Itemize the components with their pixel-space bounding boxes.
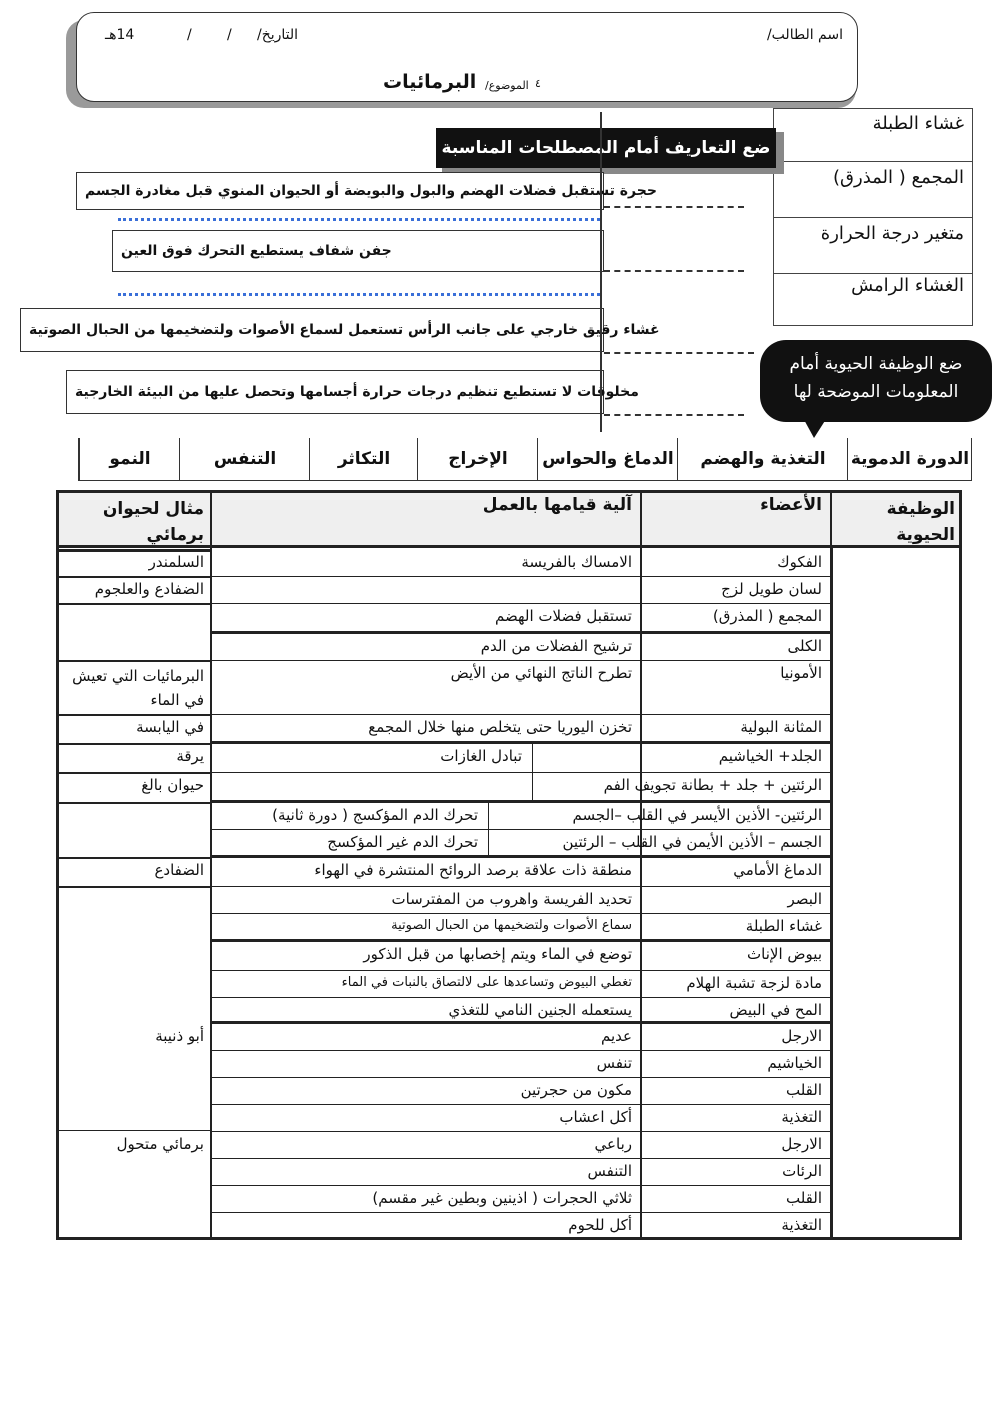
example-cell-rule (56, 660, 210, 662)
row-rule (210, 1104, 830, 1105)
table-cell-organ: لسان طويل لزج (721, 580, 822, 598)
sub-column-rule (488, 802, 489, 857)
header-column-rule (210, 490, 212, 545)
row-rule (210, 1131, 830, 1132)
table-cell-example: البرمائيات التي تعيش في الماء (72, 667, 204, 709)
row-rule (210, 913, 830, 914)
table-cell-example: الضفادع (154, 861, 204, 879)
header-mechanism: آلية قيامها بالعمل (482, 495, 632, 515)
table-cell-example: أبو ذنيبة (155, 1027, 204, 1045)
mechanism-column-rule (210, 545, 212, 1237)
header-example: مثال لحيوان برمائي (102, 499, 204, 545)
table-cell-organ: المجمع ( المذرق) (712, 607, 822, 625)
example-cell-rule (56, 772, 210, 774)
group-rule (210, 939, 830, 942)
row-rule (210, 1050, 830, 1051)
table-cell-organ: غشاء الطبلة (745, 917, 822, 935)
term-label: الغشاء الرامش (851, 275, 964, 296)
organs-column-rule (640, 545, 642, 1237)
table-cell-organ: الرئات (782, 1162, 822, 1180)
table-cell-mechanism: ترشيح الفضلات من الدم (480, 637, 632, 655)
definition-text: حجرة تستقبل فضلات الهضم والبول والبويضة أو الحيوان المنوي قبل مغادرة الجسم (85, 183, 657, 199)
table-cell-mechanism: توضع في الماء ويتم إخصابها من قبل الذكور (363, 945, 632, 963)
table-cell-mechanism: تنفس (596, 1054, 632, 1072)
date-label: التاريخ/ (257, 27, 299, 43)
table-cell-organ: الرئتين- الأذين الأيسر في القلب –الجسم (572, 806, 822, 824)
definition-text: غشاء رقيق خارجي على جانب الرأس تستعمل لسماع الأصوات ولتضخيمها من الحبال الصوتية (29, 322, 660, 338)
table-cell-mechanism: تحرك الدم المؤكسج ( دورة ثانية) (272, 806, 478, 824)
instruction-banner: ضع التعاريف أمام المصطلحات المناسبة (436, 128, 776, 168)
table-cell-example: في اليابسة (136, 718, 204, 736)
row-rule (210, 886, 830, 887)
table-cell-organ: الكلى (787, 637, 822, 655)
group-rule (210, 631, 830, 634)
table-cell-mechanism: تخزن اليوريا حتى يتخلص منها خلال المجمع (368, 718, 632, 736)
table-cell-organ: الدماغ الأمامي (733, 861, 822, 879)
row-rule (210, 660, 830, 661)
table-cell-example: حيوان بالغ (141, 776, 204, 794)
example-cell-rule (56, 802, 210, 804)
function-option: التنفس (179, 438, 310, 480)
topic-number: ٤ (535, 77, 541, 90)
term-label: غشاء الطبلة (872, 113, 964, 134)
topic-label: الموضوع/ (485, 79, 529, 92)
row-rule (210, 576, 830, 577)
header-organs: الأعضاء (760, 495, 822, 515)
table-cell-organ: الرئتين + جلد + بطانة تجويف الفم (603, 776, 822, 794)
function-column-rule (830, 545, 833, 1237)
table-cell-organ: الأمونيا (780, 664, 822, 682)
table-cell-mechanism: تحديد الفريسة واهروب من المفترسات (391, 890, 632, 908)
date-slash: / (187, 27, 192, 43)
table-cell-organ: التغذية (781, 1108, 822, 1126)
example-cell-rule (56, 886, 210, 888)
definition-text: جفن شفاف يستطيع التحرك فوق العين (121, 243, 392, 259)
term-label: متغير درجة الحرارة (820, 223, 964, 244)
function-option: الإخراج (417, 438, 538, 480)
table-cell-organ: بيوض الإناث (747, 945, 822, 963)
date-year: 14هـ (105, 27, 135, 43)
row-rule (210, 714, 830, 715)
table-cell-mechanism: مكون من حجرتين (520, 1081, 632, 1099)
definition-text: مخلوقات لا تستطيع تنظيم درجات حرارة أجسامها وتحصل عليها من البيئة الخارجية (75, 384, 639, 400)
table-cell-organ: البصر (787, 890, 822, 908)
row-rule (210, 1158, 830, 1159)
table-cell-mechanism: تغطي البيوض وتساعدها على لالتصاق بالنبات في الماء (341, 975, 632, 990)
table-border-top (56, 490, 962, 493)
row-rule (210, 603, 830, 604)
example-cell-rule (56, 743, 210, 745)
date-slash: / (227, 27, 232, 43)
table-cell-organ: القلب (785, 1189, 822, 1207)
table-cell-example: السلمندر (148, 553, 204, 571)
row-rule (210, 829, 830, 830)
example-cell-rule (56, 714, 210, 716)
table-cell-organ: التغذية (781, 1216, 822, 1234)
row-rule (210, 772, 830, 773)
header-column-rule (830, 490, 832, 545)
table-border-right (959, 490, 962, 1239)
table-cell-mechanism: الامساك بالفريسة (521, 553, 632, 571)
group-rule (210, 741, 830, 744)
table-cell-example: الضفادع والعلجوم (94, 580, 204, 598)
table-cell-mechanism: تحرك الدم غير المؤكسج (327, 833, 478, 851)
table-cell-organ: الجسم – الأذين الأيمن في القلب – الرئتين (562, 833, 822, 851)
student-name-label: اسم الطالب/ (766, 27, 843, 43)
table-cell-organ: الجلد+ الخياشيم (718, 747, 822, 765)
table-cell-mechanism: أكل اعشاب (559, 1108, 632, 1126)
table-cell-organ: المثانة البولية (740, 718, 822, 736)
table-cell-example: يرقة (176, 747, 204, 765)
row-rule (210, 1185, 830, 1186)
table-cell-mechanism: أكل للحوم (568, 1216, 632, 1234)
table-cell-mechanism: عديم (601, 1027, 632, 1045)
topic-title: البرمائيات (383, 71, 477, 93)
sub-column-rule (532, 743, 533, 802)
header-column-rule (640, 490, 642, 545)
example-cell-rule (56, 603, 210, 605)
table-cell-mechanism: يستعمله الجنين النامي للتغذي (448, 1001, 632, 1019)
table-cell-mechanism: سماع الأصوات ولتضخيمها من الحبال الصوتية (391, 918, 632, 933)
group-rule (210, 800, 830, 803)
example-cell-rule (56, 576, 210, 578)
function-option: النمو (79, 438, 180, 480)
row-rule (210, 1077, 830, 1078)
table-cell-mechanism: التنفس (587, 1162, 632, 1180)
table-cell-mechanism: رباعي (594, 1135, 632, 1153)
table-cell-organ: الفكوك (777, 553, 822, 571)
table-cell-organ: القلب (785, 1081, 822, 1099)
row-rule (210, 997, 830, 998)
bubble-line: المعلومات الموضحة لها (793, 382, 959, 402)
term-label: المجمع ( المذرق) (833, 167, 964, 188)
table-cell-organ: الخياشيم (767, 1054, 822, 1072)
function-option: الدورة الدموية (847, 438, 972, 480)
table-cell-organ: الارجل (781, 1027, 822, 1045)
function-option: الدماغ والحواس (537, 438, 678, 480)
function-option: التغذية والهضم (677, 438, 848, 480)
header-function: الوظيفة الحيوية (886, 499, 955, 545)
table-cell-organ: مادة لزجة تشبة الهلام (686, 974, 822, 992)
table-cell-mechanism: منطقة ذات علاقة برصد الروائح المنتشرة في الهواء (314, 861, 632, 879)
table-cell-organ: المح في البيض (729, 1001, 822, 1019)
bubble-line: ضع الوظيفة الحيوية أمام (789, 354, 963, 374)
table-cell-example: برمائي متحول (116, 1135, 204, 1153)
example-cell-rule (56, 549, 210, 552)
function-option: التكاثر (309, 438, 418, 480)
example-cell-rule (56, 857, 210, 859)
table-cell-mechanism: تبادل الغازات (440, 747, 522, 765)
row-rule (210, 970, 830, 971)
table-cell-organ: الارجل (781, 1135, 822, 1153)
table-cell-mechanism: تستقبل فضلات الهضم (495, 607, 632, 625)
example-group-rule (56, 1130, 210, 1131)
row-rule (210, 1212, 830, 1213)
group-rule (210, 1021, 830, 1024)
table-border-bottom (56, 1237, 962, 1240)
table-cell-mechanism: ثلاثي الحجرات ( اذينين وبطين غير مقسم) (372, 1189, 632, 1207)
table-cell-mechanism: تطرح الناتج النهائي من الأيض (450, 664, 632, 682)
group-rule (210, 855, 830, 858)
